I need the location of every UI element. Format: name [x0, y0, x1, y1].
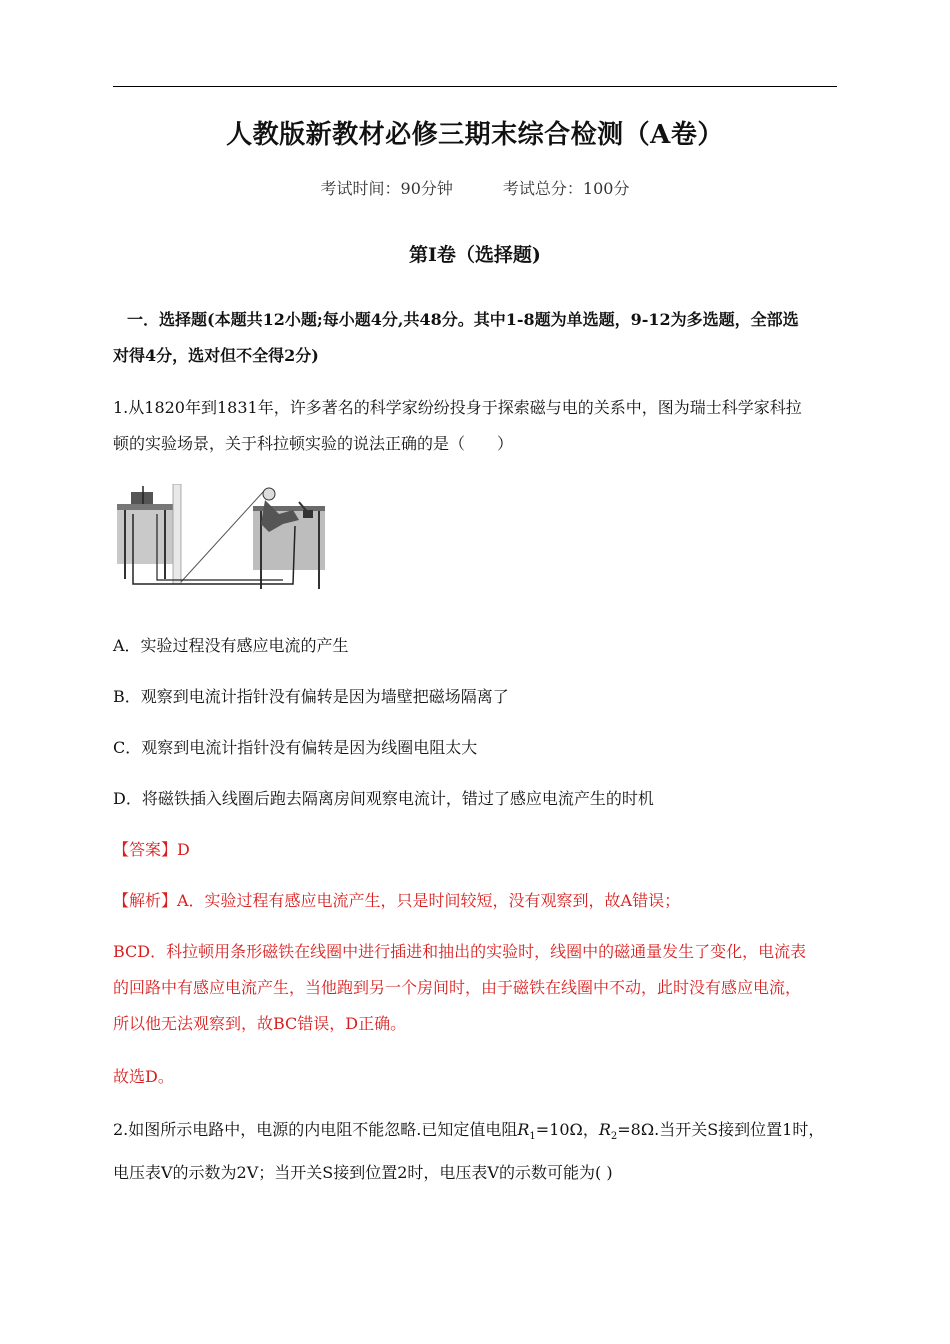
q2-line-1-text: 2.如图所示电路中，电源的内电阻不能忽略.已知定值电阻: [113, 1120, 518, 1139]
q1-analysis-body: [113, 934, 837, 1042]
q1-analysis-line-3: 的回路中有感应电流产生，当他跑到另一个房间时，由于磁铁在线圈中不动，此时没有感应电流，: [113, 978, 802, 997]
q1-analysis-line-1: 【解析】A．实验过程有感应电流产生，只是时间较短，没有观察到，故A错误；: [113, 891, 681, 910]
coladon-experiment-figure: [113, 484, 329, 596]
r1-symbol: R: [517, 1120, 530, 1139]
q1-analysis-line-2: BCD．科拉顿用条形磁铁在线圈中进行插进和抽出的实验时，线圈中的磁通量发生了变化，电流表: [113, 942, 807, 961]
q1-option-c: C．观察到电流计指针没有偏转是因为线圈电阻太大: [113, 738, 478, 757]
r1-subscript: 1: [529, 1131, 536, 1143]
q2-line-1: [113, 1112, 837, 1155]
q2-line-2: 电压表V的示数为2V；当开关S接到位置2时，电压表V的示数可能为( ): [113, 1163, 613, 1183]
section-instructions: [113, 302, 837, 374]
r2-symbol: R: [598, 1120, 611, 1139]
q1-analysis-line-4: 所以他无法观察到，故BC错误，D正确。: [113, 1014, 407, 1033]
section-line-2: 对得4分，选对但不全得2分): [113, 346, 319, 365]
q1-option-b: B．观察到电流计指针没有偏转是因为墙壁把磁场隔离了: [113, 687, 509, 706]
question-2-stem: [113, 1112, 837, 1191]
section-line-1: 一．选择题(本题共12小题;每小题4分,共48分。其中1-8题为单选题，9-12为多选题，全部选: [127, 310, 799, 329]
exam-meta: [0, 176, 950, 199]
r2-subscript: 2: [610, 1131, 618, 1143]
q1-option-a: A．实验过程没有感应电流的产生: [113, 636, 349, 655]
r2-value: =8Ω.当开关S接到位置1时，: [617, 1120, 825, 1139]
q1-option-d: D．将磁铁插入线圈后跑去隔离房间观察电流计，错过了感应电流产生的时机: [113, 789, 654, 808]
q1-line-2: 顿的实验场景，关于科拉顿实验的说法正确的是（ ）: [113, 434, 514, 453]
q1-answer: 【答案】D: [113, 840, 190, 859]
q1-line-1: 1.从1820年到1831年，许多著名的科学家纷纷投身于探索磁与电的关系中，图为瑞士科学家科拉: [113, 398, 802, 417]
part-heading: 第I卷（选择题): [409, 244, 541, 266]
exam-score: 考试总分：100分: [502, 179, 630, 198]
header-rule: [113, 86, 837, 87]
page-title: 人教版新教材必修三期末综合检测（A卷）: [226, 120, 724, 150]
exam-time: 考试时间：90分钟: [320, 179, 453, 198]
q1-analysis-line-5: 故选D。: [113, 1067, 174, 1086]
question-1-options: [113, 628, 837, 817]
question-1-stem: [113, 390, 837, 462]
r1-value: =10Ω，: [535, 1120, 599, 1139]
